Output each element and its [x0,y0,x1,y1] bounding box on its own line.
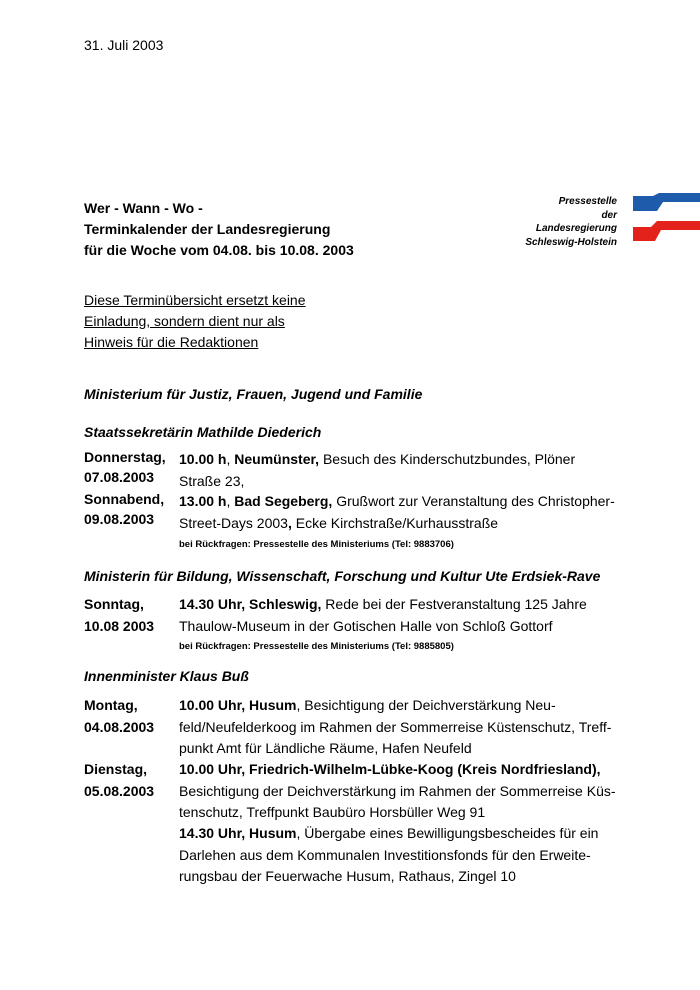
entry-text: 14.30 Uhr, Schleswig, Rede bei der Festveranstaltung 125 Jahre Thaulow-Museum in der Gotischen Halle von Schloß Gottorf [179,596,587,634]
ministry-heading: Ministerium für Justiz, Frauen, Jugend und Familie [84,386,423,402]
entry-text: 13.00 h, Bad Segeberg, Grußwort zur Veranstaltung des Christopher- Street-Days 2003, Ecke Kirchstraße/Kurhausstraße [179,493,615,531]
press-office-label: Pressestelle der Landesregierung Schleswig-Holstein [525,196,617,248]
title-line-1: Wer - Wann - Wo - [84,200,203,216]
person-heading: Innenminister Klaus Buß [84,668,249,684]
entry-date: Montag, 04.08.2003 [84,697,155,735]
entry-date: Sonnabend, 09.08.2003 [84,491,165,527]
entry-text: 10.00 Uhr, Husum, Besichtigung der Deichverstärkung Neu- feld/Neufelderkoog im Rahmen der Sommerreise Küstenschutz, Treff- punkt Amt für Ländliche Räume, Hafen Neufeld [179,697,612,756]
person-heading: Staatssekretärin Mathilde Diederich [84,424,322,440]
title-line-3: für die Woche vom 04.08. bis 10.08. 2003 [84,242,354,258]
document-date: 31. Juli 2003 [84,37,164,53]
logo-red-flag [633,221,700,241]
logo-blue-flag [633,193,700,211]
notice-text: Diese Terminübersicht ersetzt keine Einladung, sondern dient nur als Hinweis für die Redaktionen [84,292,306,350]
contact-note: bei Rückfragen: Pressestelle des Ministeriums (Tel: 9883706) [179,539,454,550]
entry-date: Donnerstag, 07.08.2003 [84,449,166,485]
entry-date: Sonntag, 10.08 2003 [84,596,155,634]
state-logo [633,193,700,243]
title-line-2: Terminkalender der Landesregierung [84,221,331,237]
ministry-heading: Ministerin für Bildung, Wissenschaft, Forschung und Kultur Ute Erdsiek-Rave [84,568,601,584]
entry-text: 10.00 Uhr, Friedrich-Wilhelm-Lübke-Koog (Kreis Nordfriesland), Besichtigung der Deichverstärkung im Rahmen der Sommerreise Küs- tenschutz, Treffpunkt Baubüro Horsbüller Weg 91 [179,761,616,820]
entry-date: Dienstag, 05.08.2003 [84,761,155,799]
entry-text: 10.00 h, Neumünster, Besuch des Kinderschutzbundes, Plöner Straße 23, [179,451,576,489]
contact-note: bei Rückfragen: Pressestelle des Ministeriums (Tel: 9885805) [179,641,454,652]
entry-text: 14.30 Uhr, Husum, Übergabe eines Bewilligungsbescheides für ein Darlehen aus dem Kommunalen Investitionsfonds für den Erweite- rungsbau der Feuerwache Husum, Rathaus, Zingel 10 [179,825,599,884]
